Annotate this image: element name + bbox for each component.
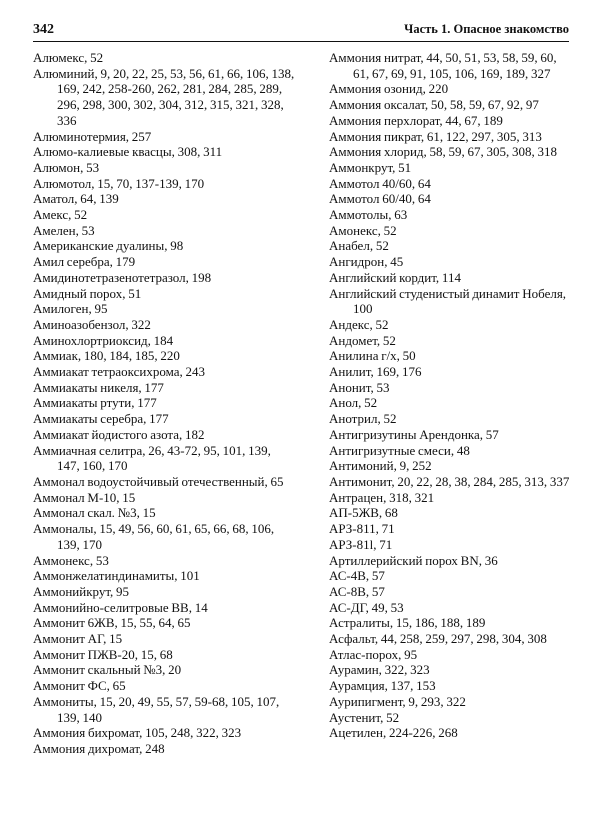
index-entry: Аммонит ПЖВ-20, 15, 68 (33, 646, 173, 662)
index-entry: Антимоний, 9, 252 (329, 458, 432, 474)
index-entry: Амил серебра, 179 (33, 254, 136, 270)
index-entry: Аммонийно-селитровые ВВ, 14 (33, 599, 208, 615)
index-entry: Аммония дихромат, 248 (33, 740, 165, 756)
index-entry: АС-4В, 57 (329, 568, 385, 584)
index-entry: Аустенит, 52 (329, 709, 400, 725)
index-entry: Аммонийкрут, 95 (33, 583, 130, 599)
index-column-right (329, 50, 575, 741)
index-entry: Аммония нитрат, 44, 50, 51, 53, 58, 59, 60, 61, 67, 69, 91, 105, 106, 169, 189, 327 (329, 50, 557, 81)
index-entry: Анабел, 52 (329, 238, 389, 254)
index-entry: Артиллерийский порох BN, 36 (329, 552, 498, 568)
index-entry: Амонекс, 52 (329, 222, 397, 238)
index-entry: Анилина г/х, 50 (329, 348, 416, 364)
index-entry: Аурамция, 137, 153 (329, 678, 436, 694)
index-entry: Аммония бихромат, 105, 248, 322, 323 (33, 725, 242, 741)
running-title: Часть 1. Опасное знакомство (404, 22, 569, 36)
index-entry: Аммония пикрат, 61, 122, 297, 305, 313 (329, 128, 542, 144)
index-entry: Аммиакат тетраоксихрома, 243 (33, 364, 205, 380)
index-entry: Аминохлортриоксид, 184 (33, 332, 174, 348)
index-entry: Алюминотермия, 257 (33, 128, 152, 144)
index-entry: Английский студенистый динамит Нобеля, 100 (329, 285, 567, 317)
index-entry: Андекс, 52 (329, 316, 389, 332)
index-entry: Антигризутины Арендонка, 57 (329, 426, 499, 442)
index-entry: Астралиты, 15, 186, 188, 189 (329, 615, 486, 631)
index-entry: Антимонит, 20, 22, 28, 38, 284, 285, 313, 337 (329, 473, 570, 489)
index-entry: Антигризутные смеси, 48 (329, 442, 470, 458)
index-entry: Амидинотетразенотетразол, 198 (33, 269, 212, 285)
index-entry: Аммонит АГ, 15 (33, 631, 123, 647)
index-entry: Ангидрон, 45 (329, 254, 404, 270)
index-entry: Анотрил, 52 (329, 411, 397, 427)
index-entry: Анилит, 169, 176 (329, 364, 422, 380)
index-entry: Андомет, 52 (329, 332, 396, 348)
index-entry: Аммиакат йодистого азота, 182 (33, 426, 205, 442)
index-entry: Аммиак, 180, 184, 185, 220 (33, 348, 180, 364)
index-entry: Алюмон, 53 (33, 159, 100, 175)
index-entry: Аммонал водоустойчивый отечественный, 65 (33, 473, 284, 489)
index-entry: Аммоналы, 15, 49, 56, 60, 61, 65, 66, 68, 106, 139, 170 (33, 521, 275, 552)
index-entry: Алюмо-калиевые квасцы, 308, 311 (33, 144, 223, 160)
index-entry: Амекс, 52 (33, 207, 88, 223)
index-entry: Аммонкрут, 51 (329, 159, 412, 175)
index-entry: Аммонжелатиндинамиты, 101 (33, 568, 200, 584)
index-entry: Аммонит ФС, 65 (33, 678, 126, 694)
index-entry: Аммонит скальный №3, 20 (33, 662, 182, 678)
index-entry: Аммиакаты серебра, 177 (33, 411, 169, 427)
index-entry: Аммиакаты ртути, 177 (33, 395, 157, 411)
page-number: 342 (33, 22, 54, 37)
index-entry: Аммонал скал. №3, 15 (33, 505, 156, 521)
index-entry: Аминоазобензол, 322 (33, 316, 151, 332)
index-entry: Алюмотол, 15, 70, 137-139, 170 (33, 175, 205, 191)
index-entry: Английский кордит, 114 (329, 269, 461, 285)
index-entry: АРЗ-811, 71 (329, 521, 395, 537)
index-entry: Аматол, 64, 139 (33, 191, 119, 207)
index-entry: Аммотол 60/40, 64 (329, 191, 431, 207)
index-column-left (33, 50, 295, 757)
index-entry: Амидный порох, 51 (33, 285, 142, 301)
index-entry: Асфальт, 44, 258, 259, 297, 298, 304, 308 (329, 631, 547, 647)
index-entry: Аммония оксалат, 50, 58, 59, 67, 92, 97 (329, 97, 539, 113)
index-entry: АС-8В, 57 (329, 583, 385, 599)
index-entry: АП-5ЖВ, 68 (329, 505, 398, 521)
index-entry: Алюмекс, 52 (33, 50, 104, 65)
index-entry: Алюминий, 9, 20, 22, 25, 53, 56, 61, 66, 106, 138, 169, 242, 258-260, 262, 281, 284, 285, 289, 296, 298, 300, 302, 304, 312, 315, 321, 328, 336 (33, 65, 295, 128)
index-entry: Аммотол 40/60, 64 (329, 175, 431, 191)
index-entry: Аммониты, 15, 20, 49, 55, 57, 59-68, 105, 107, 139, 140 (33, 693, 280, 725)
index-entry: АС-ДГ, 49, 53 (329, 599, 404, 615)
index-entry: Аммонал М-10, 15 (33, 489, 136, 505)
index-entry: Антрацен, 318, 321 (329, 489, 435, 505)
index-entry: Аммония хлорид, 58, 59, 67, 305, 308, 318 (329, 144, 558, 160)
index-entry: Аммонекс, 53 (33, 552, 109, 568)
index-entry: Аммония озонид, 220 (329, 81, 449, 97)
page-header (33, 20, 569, 42)
index-entry: АРЗ-81l, 71 (329, 536, 393, 552)
index-entry: Амилоген, 95 (33, 301, 108, 317)
index-entry: Американские дуалины, 98 (33, 238, 184, 254)
index-entry: Аурипигмент, 9, 293, 322 (329, 693, 466, 709)
index-entry: Аммонит 6ЖВ, 15, 55, 64, 65 (33, 615, 191, 631)
index-entry: Анол, 52 (329, 395, 378, 411)
index-entry: Амелен, 53 (33, 222, 95, 238)
index-entry: Атлас-порох, 95 (329, 646, 418, 662)
index-entry: Аммиачная селитра, 26, 43-72, 95, 101, 139, 147, 160, 170 (33, 442, 271, 474)
index-entry: Аммотолы, 63 (329, 207, 408, 223)
index-entry: Ацетилен, 224-226, 268 (329, 725, 458, 741)
index-entry: Анонит, 53 (329, 379, 390, 395)
index-entry: Аммония перхлорат, 44, 67, 189 (329, 112, 503, 128)
index-entry: Аммиакаты никеля, 177 (33, 379, 164, 395)
index-entry: Аурамин, 322, 323 (329, 662, 430, 678)
